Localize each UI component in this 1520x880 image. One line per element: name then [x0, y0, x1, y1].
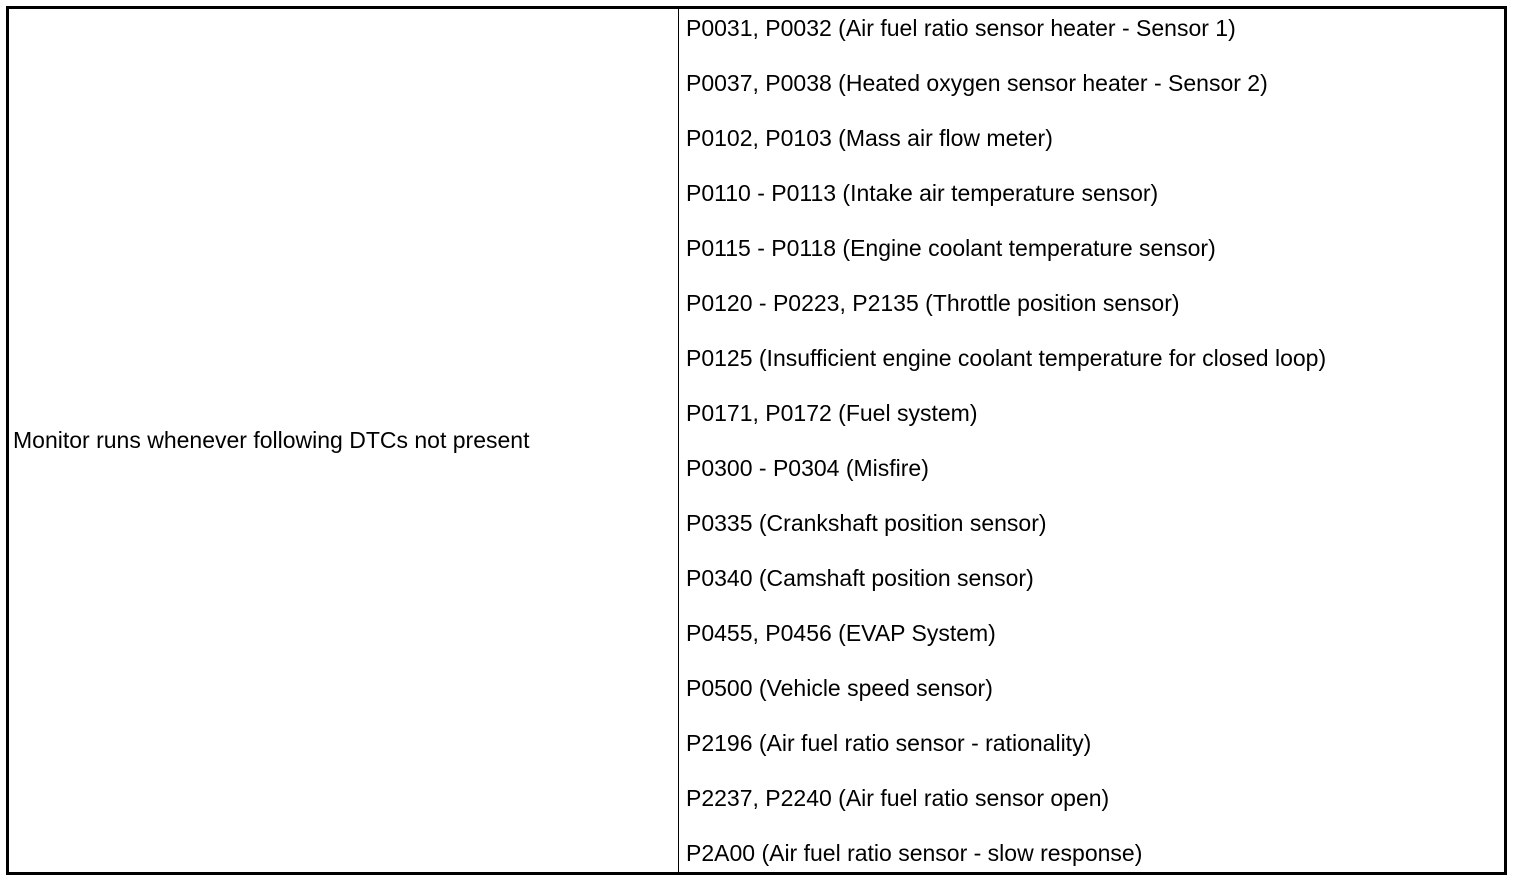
dtc-item: P0102, P0103 (Mass air flow meter): [686, 125, 1053, 151]
dtc-item: P0500 (Vehicle speed sensor): [686, 675, 993, 701]
dtc-item: P0455, P0456 (EVAP System): [686, 620, 996, 646]
dtc-list-cell: [679, 9, 1504, 872]
dtc-item: P0115 - P0118 (Engine coolant temperature sensor): [686, 235, 1216, 261]
dtc-item: P2196 (Air fuel ratio sensor - rationality): [686, 730, 1092, 756]
dtc-item: P0031, P0032 (Air fuel ratio sensor heater - Sensor 1): [686, 15, 1236, 41]
dtc-item: P0335 (Crankshaft position sensor): [686, 510, 1047, 536]
dtc-item: P0340 (Camshaft position sensor): [686, 565, 1034, 591]
dtc-table: [6, 6, 1507, 875]
dtc-item: P0171, P0172 (Fuel system): [686, 400, 978, 426]
dtc-item: P2237, P2240 (Air fuel ratio sensor open): [686, 785, 1110, 811]
dtc-item: P2A00 (Air fuel ratio sensor - slow response): [686, 840, 1143, 866]
condition-cell: [9, 9, 679, 872]
condition-label: Monitor runs whenever following DTCs not present: [13, 427, 530, 453]
dtc-item: P0037, P0038 (Heated oxygen sensor heater - Sensor 2): [686, 70, 1268, 96]
dtc-item: P0110 - P0113 (Intake air temperature sensor): [686, 180, 1159, 206]
dtc-item: P0120 - P0223, P2135 (Throttle position sensor): [686, 290, 1180, 316]
dtc-item: P0300 - P0304 (Misfire): [686, 455, 929, 481]
dtc-item: P0125 (Insufficient engine coolant temperature for closed loop): [686, 345, 1327, 371]
